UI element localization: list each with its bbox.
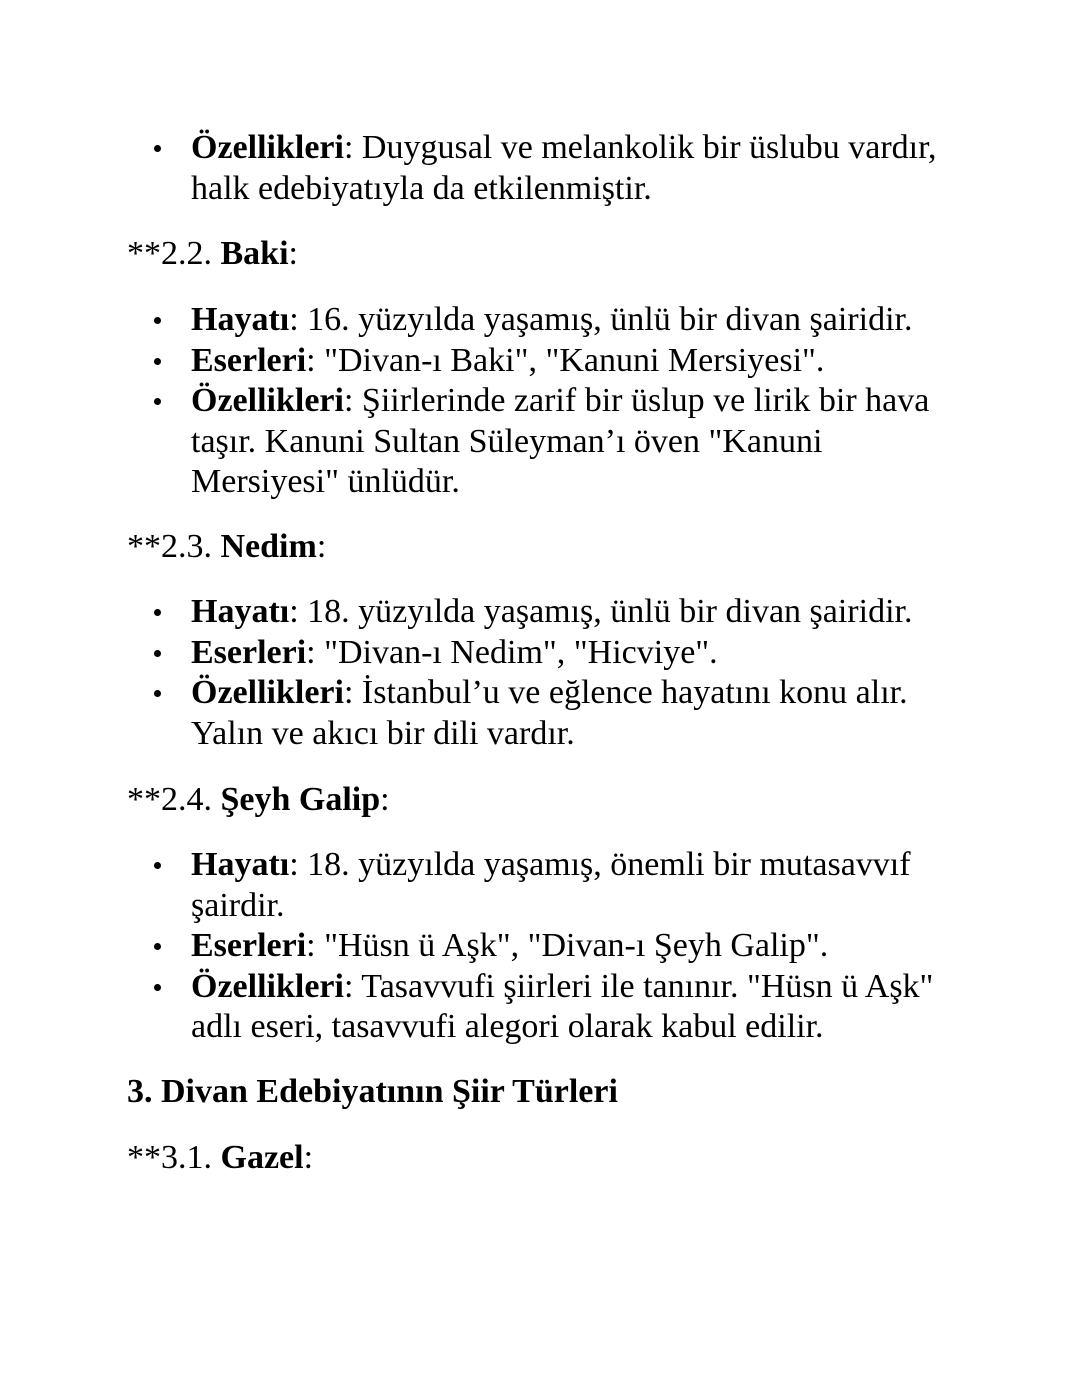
list-item xyxy=(0,845,951,926)
section-heading-baki xyxy=(127,234,298,274)
item-separator: : xyxy=(306,341,325,379)
list-item xyxy=(0,592,951,633)
list-item xyxy=(0,926,951,967)
item-label: Hayatı xyxy=(191,301,290,338)
section-heading-seyh-galip xyxy=(127,780,390,820)
item-label: Özellikleri xyxy=(191,129,344,166)
item-label: Hayatı xyxy=(191,846,290,883)
item-text: Şiirlerinde zarif bir üslup ve lirik bir hava taşır. Kanuni Sultan Süleyman’ı öven "Kanuni Mersiyesi" ünlüdür. xyxy=(191,382,930,500)
section-prefix: **3.1. xyxy=(127,1139,221,1176)
item-label: Özellikleri xyxy=(191,674,344,711)
section-suffix: : xyxy=(380,781,390,818)
item-text: "Divan-ı Baki", "Kanuni Mersiyesi". xyxy=(324,341,825,379)
list-item xyxy=(0,673,951,754)
item-label: Hayatı xyxy=(191,593,290,630)
item-label: Eserleri xyxy=(191,341,307,379)
item-text: "Hüsn ü Aşk", "Divan-ı Şeyh Galip". xyxy=(324,927,829,964)
section-name: Baki xyxy=(220,235,289,272)
section-suffix: : xyxy=(316,528,327,565)
item-label: Eserleri xyxy=(191,633,307,671)
section-prefix: **2.4. xyxy=(127,781,221,818)
section-prefix: **2.3. xyxy=(127,528,221,565)
item-text: Duygusal ve melankolik bir üslubu vardır, halk edebiyatıyla da etkilenmiştir. xyxy=(191,129,937,207)
item-label: Özellikleri xyxy=(191,967,344,1005)
item-separator: : xyxy=(289,301,308,338)
list-item xyxy=(0,381,951,503)
item-text: 18. yüzyılda yaşamış, önemli bir mutasavvıf şairdir. xyxy=(191,846,911,924)
list-item xyxy=(0,633,951,674)
item-label: Eserleri xyxy=(191,927,307,964)
item-separator: : xyxy=(306,927,325,964)
item-separator: : xyxy=(289,593,308,630)
list-item xyxy=(0,300,951,341)
section-prefix: **2.2. xyxy=(127,235,221,272)
section-name: Şeyh Galip xyxy=(220,781,381,818)
item-text: 16. yüzyılda yaşamış, ünlü bir divan şairidir. xyxy=(307,301,913,338)
item-text: İstanbul’u ve eğlence hayatını konu alır. Yalın ve akıcı bir dili vardır. xyxy=(191,674,908,752)
item-label: Özellikleri xyxy=(191,382,344,419)
section-suffix: : xyxy=(288,235,298,272)
item-separator: : xyxy=(343,382,362,419)
bullet-list-seyh-galip xyxy=(0,845,1080,1048)
bullet-list-baki xyxy=(0,300,1080,503)
section-heading-gazel xyxy=(127,1138,313,1178)
item-separator: : xyxy=(343,129,362,166)
main-heading: 3. Divan Edebiyatının Şiir Türleri xyxy=(127,1073,618,1110)
list-item xyxy=(0,341,951,382)
item-text: "Divan-ı Nedim", "Hicviye". xyxy=(324,633,718,671)
bullet-list-nedim xyxy=(0,592,1080,754)
item-text: 18. yüzyılda yaşamış, ünlü bir divan şairidir. xyxy=(307,593,913,630)
item-separator: : xyxy=(343,674,362,711)
section-suffix: : xyxy=(303,1139,314,1176)
item-separator: : xyxy=(306,633,325,671)
section-name: Nedim xyxy=(220,528,317,565)
list-item xyxy=(0,967,951,1048)
intro-bullet-list xyxy=(0,128,1080,209)
item-separator: : xyxy=(289,846,308,883)
section-heading-nedim xyxy=(127,527,326,567)
list-item xyxy=(0,128,951,209)
item-text: Tasavvufi şiirleri ile tanınır. "Hüsn ü Aşk" adlı eseri, tasavvufi alegori olarak kabul edilir. xyxy=(191,967,934,1045)
section-name: Gazel xyxy=(220,1139,304,1176)
item-separator: : xyxy=(343,967,362,1005)
